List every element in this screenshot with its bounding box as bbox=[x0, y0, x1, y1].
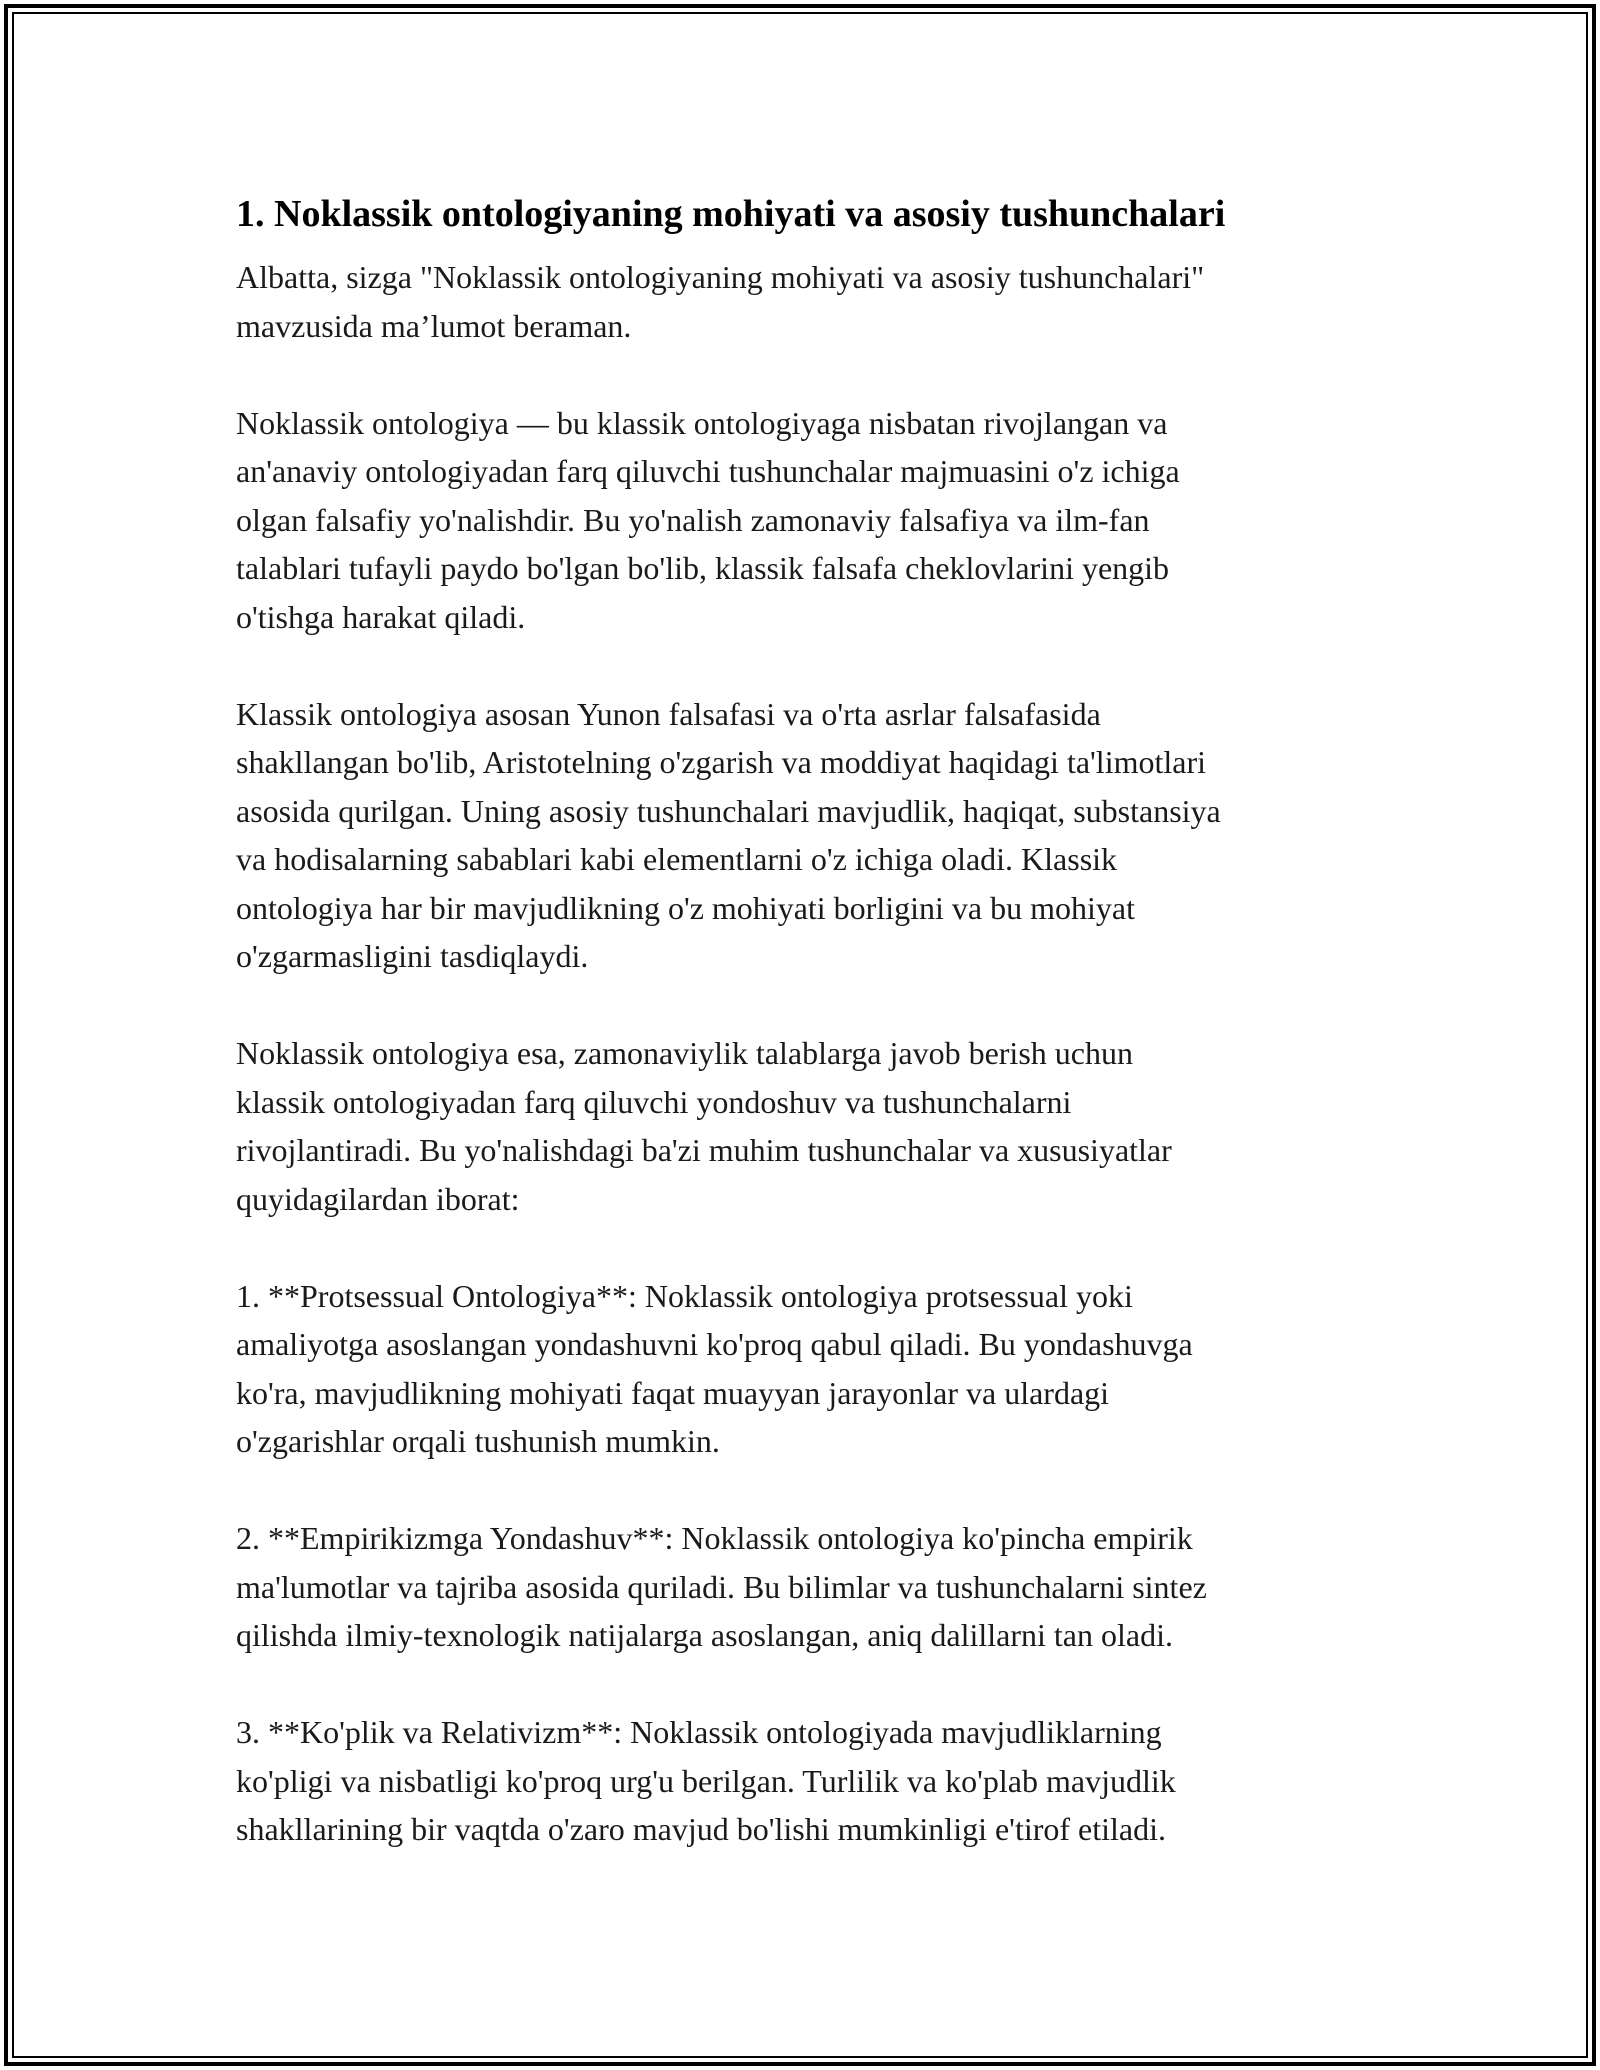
list-item-plurality-relativism: 3. **Ko'plik va Relativizm**: Noklassik ontologiyada mavjudliklarning ko'pligi va nisbatligi ko'proq urg'u berilgan. Turlilik va ko'plab mavjudlik shakllarining bir vaqtda o'zaro mavjud bo'lishi mumkinligi e'tirof etiladi. bbox=[236, 1714, 1176, 1847]
classical-ontology-paragraph: Klassik ontologiya asosan Yunon falsafasi va o'rta asrlar falsafasida shakllangan bo'lib, Aristotelning o'zgarish va moddiyat haqidagi ta'limotlari asosida qurilgan. Uning asosiy tushunchalari mavjudlik, haqiqat, substansiya va hodisalarning sabablari kabi elementlarni o'z ichiga oladi. Klassik ontologiya har bir mavjudlikning o'z mohiyati borligini va bu mohiyat o'zgarmasligini tasdiqlaydi. bbox=[236, 695, 1221, 974]
document-body bbox=[236, 185, 1396, 1902]
definition-paragraph: Noklassik ontologiya — bu klassik ontologiyaga nisbatan rivojlangan va an'anaviy ontologiyadan farq qiluvchi tushunchalar majmuasini o'z ichiga olgan falsafiy yo'nalishdir. Bu yo'nalish zamonaviy falsafiya va ilm-fan talablari tufayli paydo bo'lgan bo'lib, klassik falsafa cheklovlarini yengib o'tishga harakat qiladi. bbox=[236, 404, 1180, 635]
list-item-empiricism: 2. **Empirikizmga Yondashuv**: Noklassik ontologiya ko'pincha empirik ma'lumotlar va tajriba asosida quriladi. Bu bilimlar va tushunchalarni sintez qilishda ilmiy-texnologik natijalarga asoslangan, aniq dalillarni tan oladi. bbox=[236, 1520, 1207, 1653]
document-title: 1. Noklassik ontologiyaning mohiyati va asosiy tushunchalari bbox=[236, 193, 1226, 235]
list-item-processual-ontology: 1. **Protsessual Ontologiya**: Noklassik ontologiya protsessual yoki amaliyotga asoslangan yondashuvni ko'proq qabul qiladi. Bu yondashuvga ko'ra, mavjudlikning mohiyati faqat muayyan jarayonlar va ulardagi o'zgarishlar orqali tushunish mumkin. bbox=[236, 1277, 1193, 1459]
nonclassical-ontology-paragraph: Noklassik ontologiya esa, zamonaviylik talablarga javob berish uchun klassik ontologiyadan farq qiluvchi yondoshuv va tushunchalarni rivojlantiradi. Bu yo'nalishdagi ba'zi muhim tushunchalar va xususiyatlar quyidagilardan iborat: bbox=[236, 1035, 1172, 1217]
intro-paragraph: Albatta, sizga "Noklassik ontologiyaning mohiyati va asosiy tushunchalari" mavzusida ma’lumot beraman. bbox=[236, 259, 1205, 344]
